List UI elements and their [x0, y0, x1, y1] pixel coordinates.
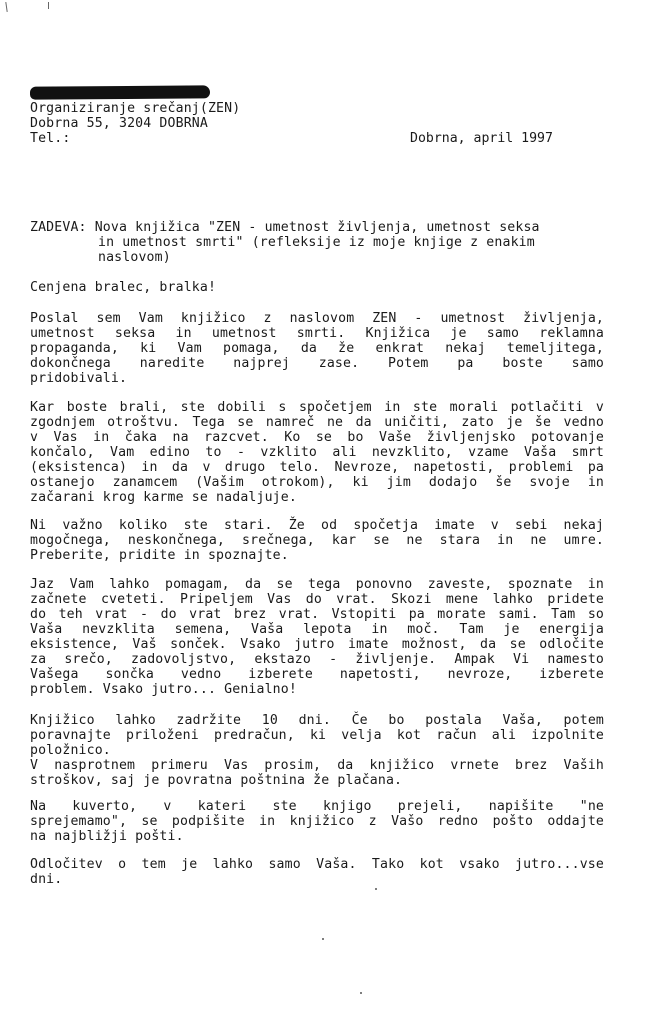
scan-speck [360, 992, 362, 994]
body-line: dni. [30, 872, 63, 887]
body-line: V nasprotnem primeru Vas prosim, da knjižico vrnete brez Vaših [30, 758, 604, 773]
body-line: propaganda, ki Vam pomaga, da že enkrat nekaj temeljitega, [30, 341, 604, 356]
body-line: Jaz Vam lahko pomagam, da se tega ponovno zaveste, spoznate in [30, 577, 604, 592]
sender-tel: Tel.: [30, 131, 71, 146]
body-line: Ni važno koliko ste stari. Že od spočetja imate v sebi nekaj [30, 518, 604, 533]
body-line: končalo, Vam edino to - vzklito ali nevzklito, vzame Vaša smrt [30, 445, 604, 460]
body-line: sprejemamo", se podpišite in knjižico z Vašo redno pošto oddajte [30, 814, 604, 829]
body-line: začnete cveteti. Pripeljem Vas do vrat. Skozi mene lahko pridete [30, 592, 604, 607]
body-line: Poslal sem Vam knjižico z naslovom ZEN - umetnost življenja, [30, 311, 604, 326]
body-line: Na kuverto, v kateri ste knjigo prejeli, napišite "ne [30, 799, 604, 814]
scan-speck [322, 938, 324, 940]
body-line: položnico. [30, 743, 111, 758]
body-line: problem. Vsako jutro... Genialno! [30, 682, 297, 697]
body-line: za srečo, zadovoljstvo, ekstazo - življenje. Ampak Vi namesto [30, 652, 604, 667]
body-line: Kar boste brali, ste dobili s spočetjem in ste morali potlačiti v [30, 400, 604, 415]
body-line: pridobivali. [30, 371, 128, 386]
body-line: zgodnjem otroštvu. Tega se namreč ne da uničiti, zato je še vedno [30, 415, 604, 430]
body-line: do teh vrat - do vrat brez vrat. Vstopiti pa morate sami. Tam so [30, 607, 604, 622]
subject-line: ZADEVA: Nova knjižica "ZEN - umetnost življenja, umetnost seksa [30, 220, 540, 235]
greeting: Cenjena bralec, bralka! [30, 280, 217, 295]
body-line: mogočnega, neskončnega, srečnega, kar se ne stara in ne umre. [30, 533, 604, 548]
body-line: začarani krog karme se nadaljuje. [30, 490, 297, 505]
redacted-sender-name [30, 85, 210, 99]
body-line: Odločitev o tem je lahko samo Vaša. Tako kot vsako jutro...vse [30, 857, 604, 872]
scan-speck [375, 888, 377, 890]
sender-address: Dobrna 55, 3204 DOBRNA [30, 116, 208, 131]
body-line: Vaša nevzklita semena, Vaša lepota in moč. Tam je energija [30, 622, 604, 637]
body-line: eksistence, Vaš sonček. Vsako jutro imate možnost, da se odločite [30, 637, 604, 652]
body-line: (eksistenca) in da v drugo telo. Nevroze, napetosti, problemi pa [30, 460, 604, 475]
body-line: na najbližji pošti. [30, 829, 184, 844]
scan-mark [48, 2, 49, 9]
body-line: stroškov, saj je povratna poštnina že plačana. [30, 773, 403, 788]
body-line: v Vas in čaka na razcvet. Ko se bo Vaše življenjsko potovanje [30, 430, 604, 445]
subject-line: naslovom) [98, 250, 171, 265]
body-line: Knjižico lahko zadržite 10 dni. Če bo postala Vaša, potem [30, 713, 604, 728]
body-line: dokončnega naredite najprej zase. Potem pa boste samo [30, 356, 604, 371]
sender-org: Organiziranje srečanj(ZEN) [30, 101, 241, 116]
body-line: Vašega sončka vedno izberete napetosti, nevroze, izberete [30, 667, 604, 682]
body-line: ostanejo zanamcem (Vašim otrokom), ki jim dodajo še svoje in [30, 475, 604, 490]
place-date: Dobrna, april 1997 [410, 131, 553, 146]
body-line: umetnost seksa in umetnost smrti. Knjižica je samo reklamna [30, 326, 604, 341]
scan-mark [5, 2, 7, 12]
body-line: Preberite, pridite in spoznajte. [30, 548, 289, 563]
body-line: poravnajte priloženi predračun, ki velja kot račun ali izpolnite [30, 728, 604, 743]
subject-line: in umetnost smrti" (refleksije iz moje knjige z enakim [98, 235, 535, 250]
